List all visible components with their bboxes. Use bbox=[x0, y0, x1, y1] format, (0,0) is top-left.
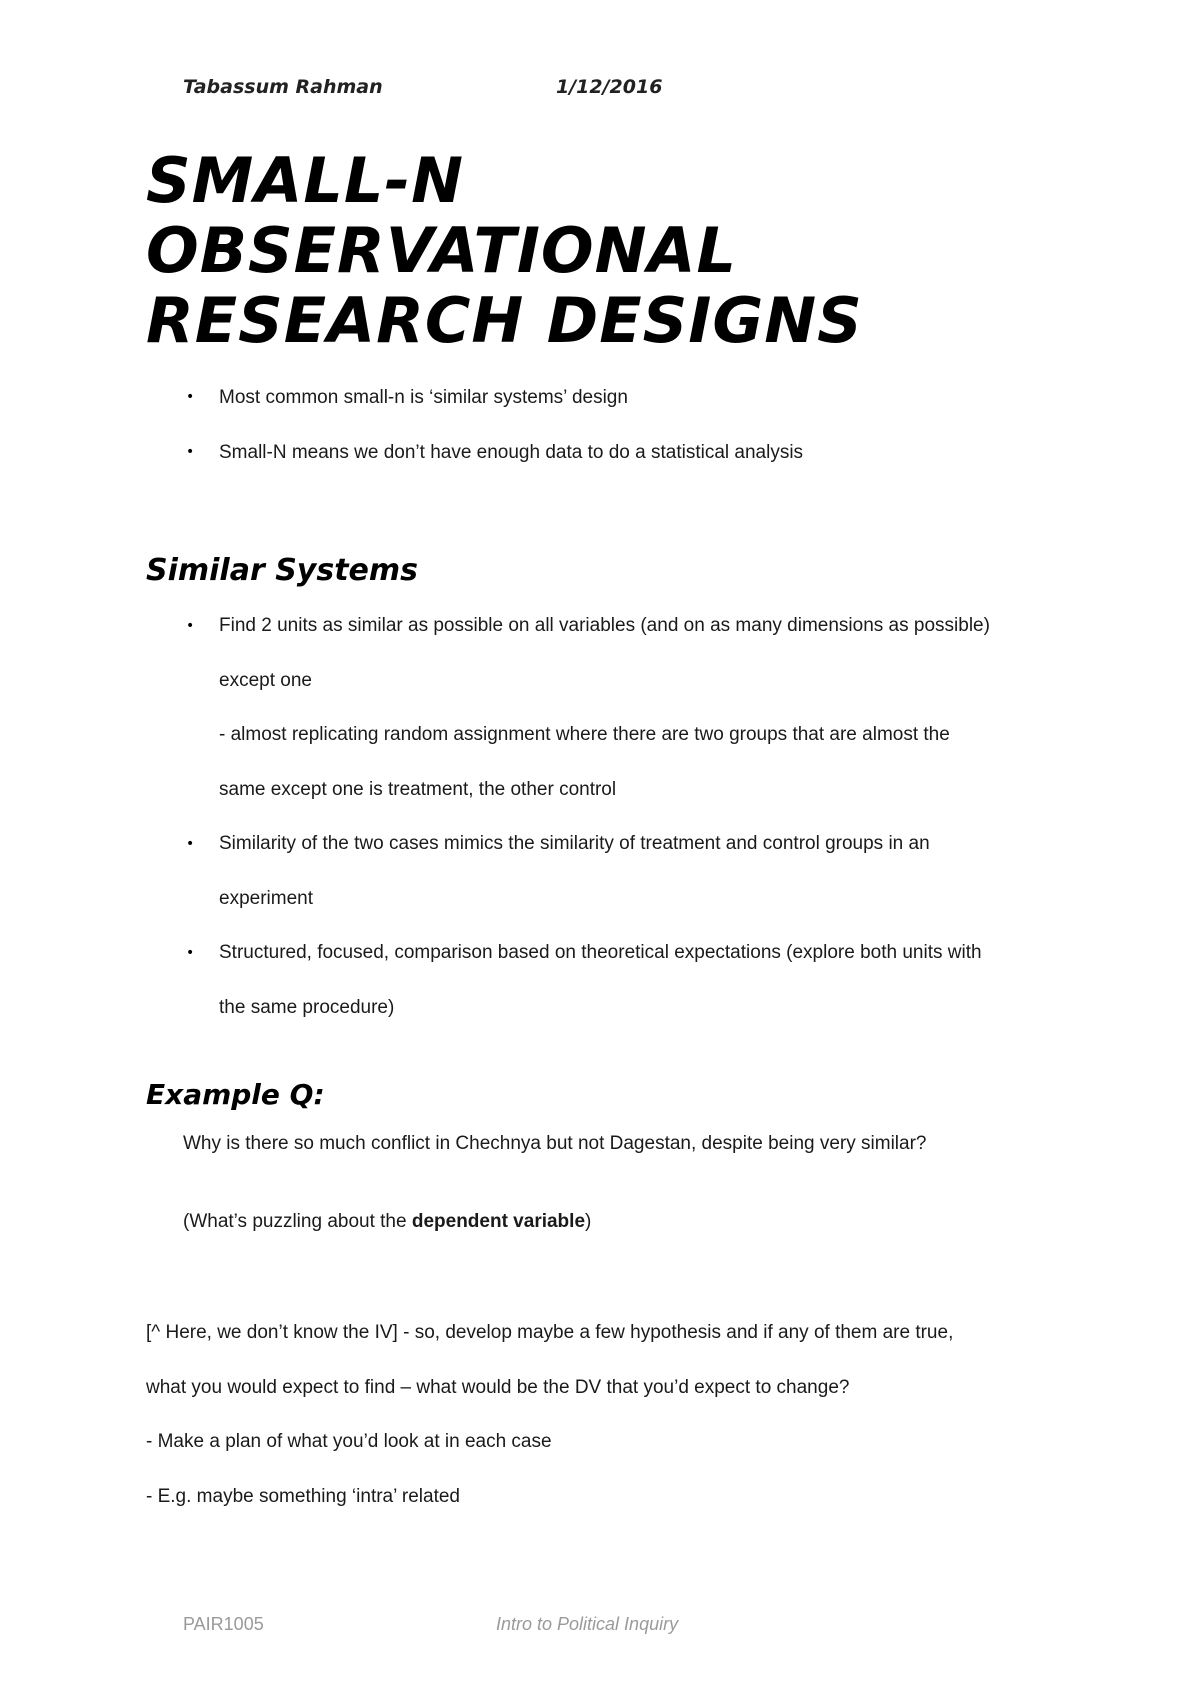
intro-bullet-2: Small-N means we don’t have enough data to do a statistical analysis bbox=[219, 442, 804, 463]
example-question: Why is there so much conflict in Chechnya but not Dagestan, despite being very similar? bbox=[183, 1133, 927, 1154]
similar-bullet-1-line-4: same except one is treatment, the other control bbox=[219, 779, 617, 800]
title-line-1: SMALL-N bbox=[146, 144, 464, 217]
section-heading-example: Example Q: bbox=[146, 1078, 325, 1111]
section-heading-similar-systems: Similar Systems bbox=[146, 553, 419, 588]
note-line-3: - Make a plan of what you’d look at in each case bbox=[146, 1431, 552, 1452]
title-line-3: RESEARCH DESIGNS bbox=[146, 284, 863, 357]
header-author: Tabassum Rahman bbox=[183, 76, 383, 98]
similar-bullet-2-line-2: experiment bbox=[219, 888, 313, 909]
note-line-2: what you would expect to find – what would be the DV that you’d expect to change? bbox=[146, 1377, 850, 1398]
similar-bullet-3-line-1: Structured, focused, comparison based on theoretical expectations (explore both units with bbox=[219, 942, 982, 963]
title-line-2: OBSERVATIONAL bbox=[146, 214, 737, 287]
footer-course-code: PAIR1005 bbox=[183, 1614, 264, 1634]
footer-course-name: Intro to Political Inquiry bbox=[496, 1614, 679, 1634]
document-title bbox=[146, 146, 863, 356]
bullet-icon: • bbox=[186, 618, 195, 634]
example-puzzle-bold: dependent variable bbox=[411, 1211, 586, 1232]
similar-bullet-2-line-1: Similarity of the two cases mimics the similarity of treatment and control groups in an bbox=[219, 833, 930, 854]
similar-bullet-1-line-1: Find 2 units as similar as possible on all variables (and on as many dimensions as possible) bbox=[219, 615, 990, 636]
example-puzzle bbox=[183, 1211, 591, 1233]
bullet-icon: • bbox=[186, 945, 195, 961]
note-line-4: - E.g. maybe something ‘intra’ related bbox=[146, 1486, 461, 1507]
intro-bullet-1: Most common small-n is ‘similar systems’ design bbox=[219, 387, 628, 408]
bullet-icon: • bbox=[186, 444, 195, 460]
note-line-1: [^ Here, we don’t know the IV] - so, develop maybe a few hypothesis and if any of them are true, bbox=[146, 1322, 954, 1343]
example-puzzle-suffix: ) bbox=[585, 1211, 592, 1232]
header-date: 1/12/2016 bbox=[556, 76, 663, 98]
bullet-icon: • bbox=[186, 836, 195, 852]
similar-bullet-1-line-3: - almost replicating random assignment where there are two groups that are almost the bbox=[219, 724, 950, 745]
similar-bullet-3-line-2: the same procedure) bbox=[219, 997, 395, 1018]
bullet-icon: • bbox=[186, 389, 195, 405]
example-puzzle-prefix: (What’s puzzling about the bbox=[183, 1211, 412, 1232]
similar-bullet-1-line-2: except one bbox=[219, 670, 312, 691]
